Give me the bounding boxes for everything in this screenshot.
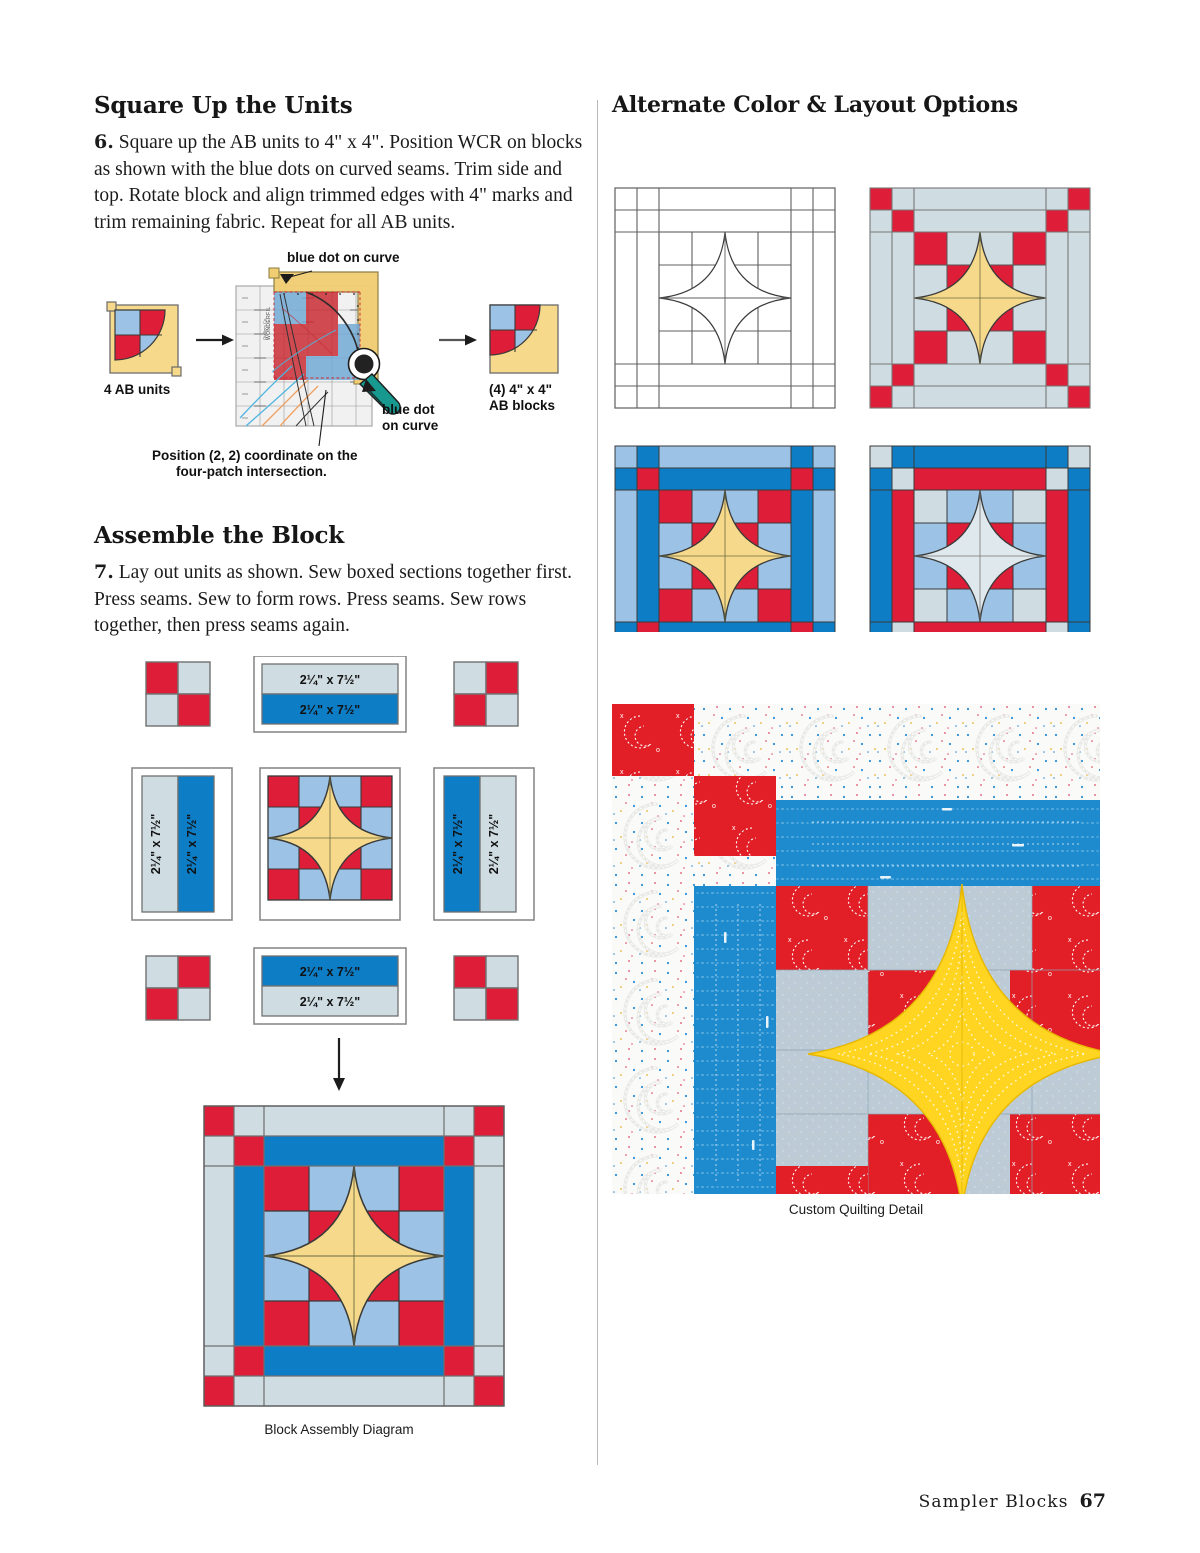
alternate-blocks-svg — [612, 132, 1096, 632]
label-blue-dot-line1: blue dot — [382, 402, 435, 417]
arrow-right-1 — [196, 335, 234, 346]
arrow-right-2 — [439, 335, 477, 346]
label-ab-blocks-line1: (4) 4" x 4" — [489, 382, 553, 397]
section-heading-alternates: Alternate Color & Layout Options — [612, 92, 1018, 118]
section-heading-square-up: Square Up the Units — [94, 92, 353, 119]
label-blue-dot-on-curve-top: blue dot on curve — [287, 250, 400, 265]
svg-text:2¼" x 7½": 2¼" x 7½" — [451, 813, 465, 874]
row1-center-box — [254, 656, 406, 732]
block-assembly-caption-text: Block Assembly Diagram — [264, 1421, 414, 1437]
svg-text:2¼" x 7½": 2¼" x 7½" — [299, 964, 361, 979]
quilt-photo-svg — [612, 704, 1100, 1194]
step-6-number: 6. — [94, 131, 114, 153]
row3-left-fourpatch — [146, 956, 210, 1020]
label-position-line1: Position (2, 2) coordinate on the — [152, 448, 358, 463]
photo-caption: Custom Quilting Detail — [788, 1202, 924, 1217]
step-7-number: 7. — [94, 561, 114, 583]
alt-block-1-outline — [615, 188, 835, 408]
final-block-assembly — [204, 1106, 504, 1406]
svg-text:2¼" x 7½": 2¼" x 7½" — [299, 994, 361, 1009]
right-column — [612, 92, 1106, 1217]
footer-label: Sampler Blocks — [918, 1492, 1069, 1512]
row2-center-star-block — [260, 768, 400, 920]
left-column — [94, 92, 584, 1446]
row2-right-box — [434, 768, 534, 920]
step-7-text: Lay out units as shown. Sew boxed sections together first. Press seams. Sew to form rows. Press seams. Sew rows together, then press seams again. — [94, 562, 573, 636]
svg-text:2¼" x 7½": 2¼" x 7½" — [299, 672, 361, 687]
photo-caption-wrap — [612, 1202, 1100, 1217]
label-blue-dot-line2: on curve — [382, 418, 439, 433]
svg-text:2¼" x 7½": 2¼" x 7½" — [299, 702, 361, 717]
row2-left-box — [132, 768, 232, 920]
svg-text:Quilters Co.: Quilters Co. — [262, 317, 267, 340]
figure-square-up — [94, 250, 584, 500]
assembly-svg — [94, 656, 584, 1446]
step-6-paragraph — [94, 129, 584, 236]
label-position-line2: four-patch intersection. — [176, 464, 327, 479]
label-ab-blocks-line2: AB blocks — [489, 398, 556, 413]
alt-block-3-blue-red-gold — [615, 446, 835, 632]
ab-unit-left — [107, 302, 181, 376]
svg-text:WONDERFIL: WONDERFIL — [266, 306, 272, 340]
step-7-paragraph — [94, 559, 584, 640]
column-divider — [597, 100, 598, 1465]
row3-center-box — [254, 948, 406, 1024]
page-number: 67 — [1079, 1490, 1106, 1512]
step-6-text: Square up the AB units to 4" x 4". Position WCR on blocks as shown with the blue dots on curved seams. Trim side and top. Rotate block and align trimmed edges with 4" marks and trim remaining fabric. Repeat for all AB units. — [94, 132, 583, 233]
ab-block-right — [490, 305, 558, 373]
svg-text:2¼" x 7½": 2¼" x 7½" — [149, 813, 163, 874]
ruler-diagram — [236, 268, 400, 426]
row1-left-fourpatch — [146, 662, 210, 726]
svg-text:2¼" x 7½": 2¼" x 7½" — [487, 813, 501, 874]
arrow-down — [333, 1038, 345, 1091]
label-4-ab-units: 4 AB units — [104, 382, 171, 397]
quilt-photo — [612, 704, 1100, 1194]
row3-right-fourpatch — [454, 956, 518, 1020]
section-heading-assemble: Assemble the Block — [94, 522, 345, 549]
alt-block-2-gray-red-gold — [870, 188, 1090, 408]
alt-block-4-red-blue-white — [870, 446, 1090, 632]
assembly-diagram — [94, 656, 584, 1446]
alternate-blocks-grid — [612, 132, 1096, 632]
page-footer — [0, 1490, 1106, 1512]
svg-text:2¼" x 7½": 2¼" x 7½" — [185, 813, 199, 874]
row1-right-fourpatch — [454, 662, 518, 726]
